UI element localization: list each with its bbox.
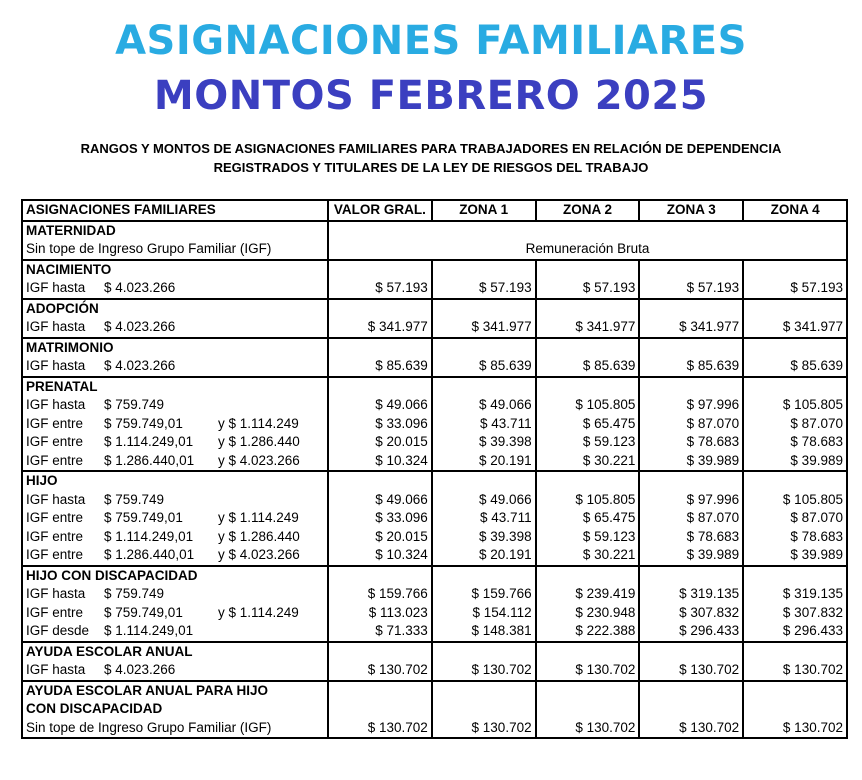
igf-condition: IGF entre <box>26 452 84 468</box>
amount-cell: $ 49.066 <box>328 396 432 415</box>
igf-amount-to: y $ 4.023.266 <box>218 452 300 468</box>
amount-cell: $ 20.191 <box>432 546 536 566</box>
empty-cell <box>536 299 640 319</box>
table-row <box>22 318 847 338</box>
empty-cell <box>536 338 640 358</box>
amount-cell: $ 341.977 <box>536 318 640 338</box>
row-label: Sin tope de Ingreso Grupo Familiar (IGF) <box>22 240 328 260</box>
amount-cell: $ 105.805 <box>536 396 640 415</box>
section-name: MATRIMONIO <box>22 338 328 358</box>
empty-cell <box>328 377 432 397</box>
table-row <box>22 415 847 434</box>
amount-cell: $ 130.702 <box>328 661 432 681</box>
table-row <box>22 661 847 681</box>
empty-cell <box>639 471 743 491</box>
amount-cell: $ 43.711 <box>432 509 536 528</box>
empty-cell <box>743 681 847 701</box>
table-row <box>22 279 847 299</box>
empty-cell <box>536 681 640 701</box>
igf-range <box>26 433 324 451</box>
empty-cell <box>639 566 743 586</box>
igf-range <box>26 585 324 603</box>
empty-cell <box>743 299 847 319</box>
section-row-hijo_discapacidad <box>22 566 847 586</box>
igf-range <box>26 622 324 640</box>
amount-cell: $ 130.702 <box>536 719 640 739</box>
empty-cell <box>432 566 536 586</box>
igf-amount-from: $ 1.114.249,01 <box>104 434 194 450</box>
igf-amount-to: y $ 1.114.249 <box>218 604 299 620</box>
amount-cell: $ 30.221 <box>536 452 640 472</box>
amount-cell: $ 39.989 <box>743 452 847 472</box>
empty-cell <box>743 566 847 586</box>
amount-cell: $ 20.191 <box>432 452 536 472</box>
amount-cell: $ 10.324 <box>328 452 432 472</box>
amount-cell: $ 148.381 <box>432 622 536 642</box>
igf-range <box>26 509 324 527</box>
amount-cell: $ 296.433 <box>639 622 743 642</box>
amount-cell: $ 85.639 <box>432 357 536 377</box>
header-cell: VALOR GRAL. <box>328 200 432 221</box>
amount-cell: $ 57.193 <box>536 279 640 299</box>
header-cell: ZONA 2 <box>536 200 640 221</box>
igf-amount-from: $ 4.023.266 <box>104 319 176 335</box>
amount-cell: $ 130.702 <box>536 661 640 681</box>
row-label <box>22 452 328 472</box>
igf-amount-to: y $ 1.114.249 <box>218 415 299 431</box>
amount-cell: $ 319.135 <box>639 585 743 604</box>
amount-cell: $ 105.805 <box>743 491 847 510</box>
amount-cell: $ 105.805 <box>536 491 640 510</box>
empty-cell <box>639 377 743 397</box>
igf-range <box>26 491 324 509</box>
igf-condition: IGF hasta <box>26 586 86 602</box>
empty-cell <box>639 338 743 358</box>
empty-cell <box>743 377 847 397</box>
row-label <box>22 622 328 642</box>
igf-amount-from: $ 4.023.266 <box>104 662 176 678</box>
row-label <box>22 661 328 681</box>
row-label <box>22 415 328 434</box>
igf-amount-from: $ 4.023.266 <box>104 280 176 296</box>
section-row-matrimonio <box>22 338 847 358</box>
igf-amount-from: $ 1.286.440,01 <box>104 452 195 468</box>
empty-cell <box>328 260 432 280</box>
amount-cell: $ 97.996 <box>639 491 743 510</box>
amount-cell: $ 222.388 <box>536 622 640 642</box>
empty-cell <box>536 700 640 719</box>
amount-cell: $ 39.989 <box>639 546 743 566</box>
merged-value: Remuneración Bruta <box>328 240 847 260</box>
amount-cell: $ 78.683 <box>743 433 847 452</box>
table-row <box>22 240 847 260</box>
empty-cell <box>432 377 536 397</box>
header-cell: ZONA 4 <box>743 200 847 221</box>
row-label <box>22 604 328 623</box>
row-label <box>22 546 328 566</box>
amount-cell: $ 130.702 <box>639 719 743 739</box>
section-row-prenatal <box>22 377 847 397</box>
amount-cell: $ 85.639 <box>536 357 640 377</box>
empty-cell <box>639 299 743 319</box>
empty-cell <box>432 642 536 662</box>
amount-cell: $ 159.766 <box>432 585 536 604</box>
amount-cell: $ 71.333 <box>328 622 432 642</box>
row-label <box>22 279 328 299</box>
empty-cell <box>536 471 640 491</box>
empty-cell <box>432 338 536 358</box>
igf-range <box>26 318 324 336</box>
empty-cell <box>743 642 847 662</box>
section-name: HIJO <box>22 471 328 491</box>
table-row <box>22 452 847 472</box>
igf-condition: IGF hasta <box>26 397 86 413</box>
igf-amount-from: $ 1.114.249,01 <box>104 623 194 639</box>
amount-cell: $ 49.066 <box>328 491 432 510</box>
table-row <box>22 719 847 739</box>
empty-cell <box>639 642 743 662</box>
amount-cell: $ 130.702 <box>743 719 847 739</box>
section-row-ayuda-escolar-discapacidad-2 <box>22 700 847 719</box>
amount-cell: $ 296.433 <box>743 622 847 642</box>
section-name: PRENATAL <box>22 377 328 397</box>
amount-cell: $ 43.711 <box>432 415 536 434</box>
table-row <box>22 528 847 547</box>
section-name: NACIMIENTO <box>22 260 328 280</box>
igf-condition: IGF hasta <box>26 358 86 374</box>
igf-amount-from: $ 759.749,01 <box>104 415 183 431</box>
amount-cell: $ 33.096 <box>328 415 432 434</box>
table-row <box>22 357 847 377</box>
section-row-adopcion <box>22 299 847 319</box>
amount-cell: $ 113.023 <box>328 604 432 623</box>
igf-range <box>26 452 324 470</box>
table-row <box>22 509 847 528</box>
amount-cell: $ 49.066 <box>432 396 536 415</box>
row-label <box>22 528 328 547</box>
amount-cell: $ 57.193 <box>743 279 847 299</box>
amount-cell: $ 20.015 <box>328 528 432 547</box>
igf-amount-from: $ 4.023.266 <box>104 358 176 374</box>
empty-cell <box>536 377 640 397</box>
header-cell: ASIGNACIONES FAMILIARES <box>22 200 328 221</box>
amount-cell: $ 87.070 <box>639 415 743 434</box>
empty-cell <box>743 338 847 358</box>
header-cell: ZONA 1 <box>432 200 536 221</box>
amount-cell: $ 130.702 <box>743 661 847 681</box>
amount-cell: $ 78.683 <box>743 528 847 547</box>
amount-cell: $ 39.989 <box>639 452 743 472</box>
section-name: MATERNIDAD <box>22 221 328 241</box>
page-title: ASIGNACIONES FAMILIARES <box>115 18 747 64</box>
amount-cell: $ 39.989 <box>743 546 847 566</box>
igf-amount-from: $ 759.749 <box>104 491 165 507</box>
amount-cell: $ 59.123 <box>536 433 640 452</box>
igf-condition: IGF entre <box>26 604 84 620</box>
amount-cell: $ 230.948 <box>536 604 640 623</box>
section-row-ayuda-escolar-discapacidad <box>22 681 847 701</box>
section-row-ayuda_escolar <box>22 642 847 662</box>
amount-cell: $ 341.977 <box>432 318 536 338</box>
igf-amount-to: y $ 4.023.266 <box>218 547 300 563</box>
igf-condition: IGF entre <box>26 547 84 563</box>
table-row <box>22 546 847 566</box>
amount-cell: $ 20.015 <box>328 433 432 452</box>
empty-cell <box>743 471 847 491</box>
igf-amount-from: $ 759.749 <box>104 586 165 602</box>
amount-cell: $ 319.135 <box>743 585 847 604</box>
row-label <box>22 509 328 528</box>
table-row <box>22 622 847 642</box>
amount-cell: $ 30.221 <box>536 546 640 566</box>
igf-amount-from: $ 1.286.440,01 <box>104 547 195 563</box>
igf-range <box>26 357 324 375</box>
igf-condition: IGF hasta <box>26 319 86 335</box>
section-name: AYUDA ESCOLAR ANUAL PARA HIJO <box>22 681 328 701</box>
amount-cell: $ 59.123 <box>536 528 640 547</box>
amount-cell: $ 87.070 <box>639 509 743 528</box>
table-row <box>22 604 847 623</box>
row-label <box>22 357 328 377</box>
igf-amount-to: y $ 1.286.440 <box>218 528 300 544</box>
amount-cell: $ 130.702 <box>328 719 432 739</box>
amount-cell: $ 57.193 <box>328 279 432 299</box>
empty-cell <box>743 700 847 719</box>
amount-cell: $ 65.475 <box>536 509 640 528</box>
amount-cell: $ 49.066 <box>432 491 536 510</box>
igf-amount-from: $ 759.749,01 <box>104 510 183 526</box>
igf-range <box>26 279 324 297</box>
empty-cell <box>328 566 432 586</box>
amount-cell: $ 87.070 <box>743 415 847 434</box>
row-label <box>22 396 328 415</box>
igf-condition: IGF desde <box>26 623 90 639</box>
igf-condition: IGF hasta <box>26 280 86 296</box>
empty-cell <box>639 681 743 701</box>
empty-cell <box>328 299 432 319</box>
amount-cell: $ 307.832 <box>743 604 847 623</box>
section-name: ADOPCIÓN <box>22 299 328 319</box>
row-label <box>22 491 328 510</box>
allowances-table-body <box>22 200 847 738</box>
section-name: HIJO CON DISCAPACIDAD <box>22 566 328 586</box>
empty-cell <box>743 260 847 280</box>
amount-cell: $ 39.398 <box>432 433 536 452</box>
page-subtitle: MONTOS FEBRERO 2025 <box>153 73 709 119</box>
empty-cell <box>328 681 432 701</box>
amount-cell: $ 341.977 <box>743 318 847 338</box>
igf-range <box>26 604 324 622</box>
amount-cell: $ 87.070 <box>743 509 847 528</box>
igf-condition: IGF entre <box>26 528 84 544</box>
amount-cell: $ 341.977 <box>639 318 743 338</box>
table-row <box>22 396 847 415</box>
amount-cell: $ 57.193 <box>639 279 743 299</box>
amount-cell: $ 10.324 <box>328 546 432 566</box>
amount-cell: $ 130.702 <box>432 719 536 739</box>
empty-cell <box>639 260 743 280</box>
amount-cell: $ 65.475 <box>536 415 640 434</box>
section-name: AYUDA ESCOLAR ANUAL <box>22 642 328 662</box>
empty-cell <box>432 299 536 319</box>
empty-cell <box>536 260 640 280</box>
section-row-maternidad <box>22 221 847 241</box>
amount-cell: $ 130.702 <box>432 661 536 681</box>
table-header-row <box>22 200 847 221</box>
amount-cell: $ 39.398 <box>432 528 536 547</box>
igf-amount-from: $ 759.749 <box>104 397 165 413</box>
amount-cell: $ 130.702 <box>639 661 743 681</box>
header-cell: ZONA 3 <box>639 200 743 221</box>
amount-cell: $ 97.996 <box>639 396 743 415</box>
igf-range <box>26 661 324 679</box>
empty-cell <box>432 681 536 701</box>
empty-cell <box>328 471 432 491</box>
amount-cell: $ 85.639 <box>639 357 743 377</box>
amount-cell: $ 78.683 <box>639 433 743 452</box>
empty-cell <box>328 700 432 719</box>
amount-cell: $ 159.766 <box>328 585 432 604</box>
amount-cell: $ 33.096 <box>328 509 432 528</box>
igf-amount-from: $ 759.749,01 <box>104 604 183 620</box>
table-row <box>22 433 847 452</box>
empty-cell <box>328 338 432 358</box>
igf-amount-from: $ 1.114.249,01 <box>104 528 194 544</box>
description-line-1: RANGOS Y MONTOS DE ASIGNACIONES FAMILIARES PARA TRABAJADORES EN RELACIÓN DE DEPENDENCIA <box>80 141 782 156</box>
igf-range <box>26 415 324 433</box>
amount-cell: $ 85.639 <box>328 357 432 377</box>
amount-cell: $ 57.193 <box>432 279 536 299</box>
igf-condition: IGF hasta <box>26 662 86 678</box>
description-line-2: REGISTRADOS Y TITULARES DE LA LEY DE RIESGOS DEL TRABAJO <box>213 160 649 175</box>
section-name-continued: CON DISCAPACIDAD <box>22 700 328 719</box>
igf-condition: IGF entre <box>26 415 84 431</box>
empty-cell <box>432 700 536 719</box>
section-row-hijo <box>22 471 847 491</box>
igf-condition: IGF entre <box>26 434 84 450</box>
allowances-table <box>21 199 848 739</box>
empty-cell <box>432 471 536 491</box>
igf-range <box>26 396 324 414</box>
igf-amount-to: y $ 1.114.249 <box>218 510 299 526</box>
amount-cell: $ 85.639 <box>743 357 847 377</box>
igf-condition: IGF hasta <box>26 491 86 507</box>
merged-cell <box>328 221 847 241</box>
empty-cell <box>536 642 640 662</box>
row-label: Sin tope de Ingreso Grupo Familiar (IGF) <box>22 719 328 739</box>
amount-cell: $ 239.419 <box>536 585 640 604</box>
empty-cell <box>432 260 536 280</box>
igf-condition: IGF entre <box>26 510 84 526</box>
table-row <box>22 585 847 604</box>
row-label <box>22 585 328 604</box>
amount-cell: $ 78.683 <box>639 528 743 547</box>
amount-cell: $ 105.805 <box>743 396 847 415</box>
empty-cell <box>328 642 432 662</box>
row-label <box>22 318 328 338</box>
igf-amount-to: y $ 1.286.440 <box>218 434 300 450</box>
row-label <box>22 433 328 452</box>
section-row-nacimiento <box>22 260 847 280</box>
table-row <box>22 491 847 510</box>
amount-cell: $ 307.832 <box>639 604 743 623</box>
igf-range <box>26 546 324 564</box>
empty-cell <box>639 700 743 719</box>
amount-cell: $ 154.112 <box>432 604 536 623</box>
igf-range <box>26 528 324 546</box>
empty-cell <box>536 566 640 586</box>
amount-cell: $ 341.977 <box>328 318 432 338</box>
